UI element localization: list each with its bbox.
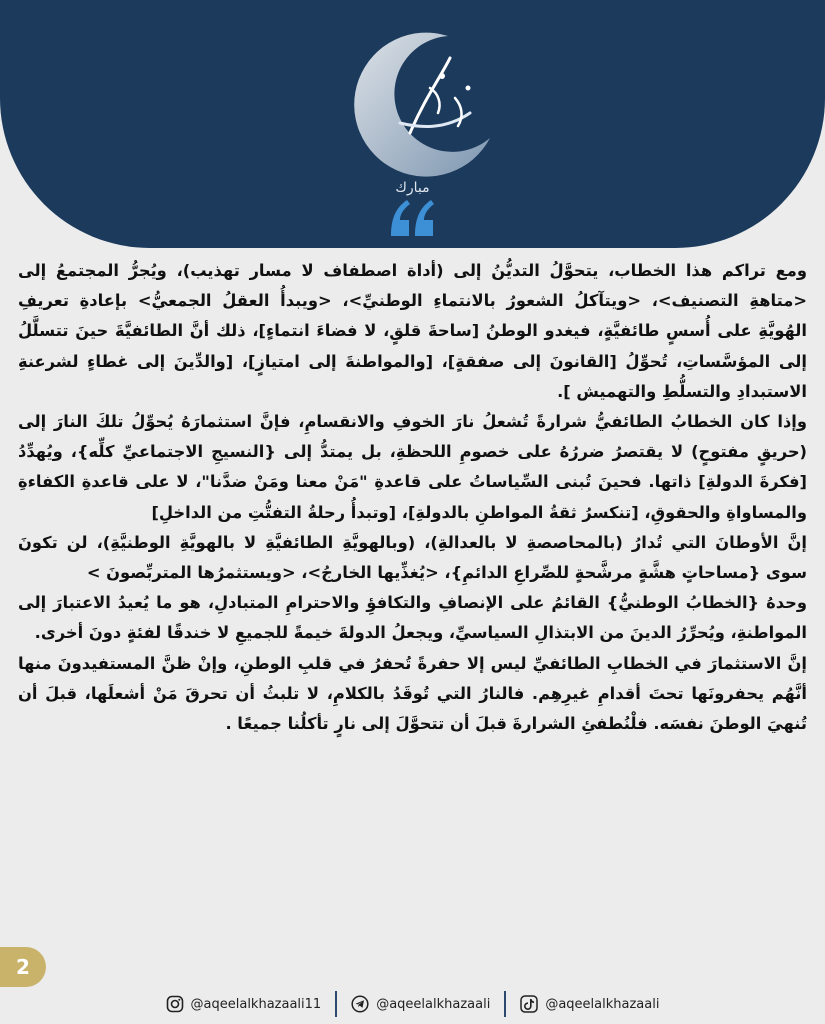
instagram-icon	[166, 995, 184, 1013]
ramadan-crescent-logo	[330, 18, 500, 188]
mubarak-caption: مبارك	[395, 180, 430, 196]
paragraph: ومع تراكم هذا الخطاب، يتحوَّلُ التديُّنُ إلى (أداة اصطفاف لا مسار تهذيب)، ويُجرُّ المجتمعُ إلى <متاهةِ التصنيف>، <ويتآكلُ الشعورُ بالانتماءِ الوطنيِّ>، <ويبدأُ العقلُ الجمعيُّ> بإعادةِ تعريفِ الهُويَّةِ على أُسسٍ طائفيَّةٍ، فيغدو الوطنُ [ساحةَ قلقٍ، لا فضاءَ انتماءٍ]، ذلك أنَّ الطائفيَّةَ حينَ تتسلَّلُ إلى المؤسَّساتِ، تُحوِّلُ [القانونَ إلى صفقةٍ]، [والمواطنةَ إلى امتيازٍ]، [والدِّينَ إلى غطاءٍ لشرعنةِ الاستبدادِ والتسلُّطِ والتهميش ].	[18, 261, 807, 401]
telegram-handle-text: @aqeelalkhazaali	[376, 996, 491, 1012]
tiktok-handle[interactable]	[506, 995, 673, 1013]
telegram-handle[interactable]	[337, 995, 504, 1013]
telegram-icon	[351, 995, 369, 1013]
social-footer	[0, 984, 825, 1024]
paragraph: إنَّ الأوطانَ التي تُدارُ (بالمحاصصةِ لا بالعدالةِ)، (وبالهويَّةِ الطائفيَّةِ لا بالهويَّةِ الوطنيَّةِ)، لن تكونَ سوى {مساحاتٍ هشَّةٍ مرشَّحةٍ للصِّراعِ الدائمِ}، <يُغذِّيها الخارجُ>، <ويستثمرُها المتربِّصونَ >	[18, 532, 807, 583]
instagram-handle[interactable]	[152, 995, 336, 1013]
tiktok-handle-text: @aqeelalkhazaali	[545, 996, 660, 1012]
paragraph: وحدهُ {الخطابُ الوطنيُّ} القائمُ على الإنصافِ والتكافؤِ والاحترامِ المتبادلِ، هو ما يُعيدُ الاعتبارَ إلى المواطنةِ، ويُحرِّرُ الدينَ من الابتذالِ السياسيِّ، ويجعلُ الدولةَ خيمةً للجميعِ لا خندقًا لفئةٍ دونَ أخرى.	[18, 593, 807, 643]
quote-mark-icon	[0, 196, 825, 246]
tiktok-icon	[520, 995, 538, 1013]
page-number-badge: 2	[0, 947, 46, 987]
paragraph: وإذا كان الخطابُ الطائفيُّ شرارةً تُشعلُ نارَ الخوفِ والانقسامِ، فإنَّ استثمارَهُ يُحوِّلُ تلكَ النارَ إلى (حريقٍ مفتوحٍ) لا يقتصرُ ضررُهُ على خصومِ اللحظةِ، بل يمتدُّ إلى {النسيجِ الاجتماعيِّ كلِّه}، ويُهدِّدُ [فكرةَ الدولةِ] ذاتها. فحينَ تُبنى السِّياساتُ على قاعدةِ "مَنْ معنا ومَنْ ضدَّنا"، لا على قاعدةِ الكفاءةِ والمساواةِ والحقوقِ، [تنكسرُ ثقةُ المواطنِ بالدولةِ]، [وتبدأُ رحلةُ التفتُّتِ من الداخلِ]	[18, 412, 807, 522]
article-body	[18, 256, 807, 739]
instagram-handle-text: @aqeelalkhazaali11	[190, 996, 322, 1012]
paragraph: إنَّ الاستثمارَ في الخطابِ الطائفيِّ ليس إلا حفرةً تُحفرُ في قلبِ الوطنِ، وإنْ ظنَّ المستفيدونَ منها أنَّهُم يحفرونَها تحتَ أقدامِ غيرِهِم. فالنارُ التي تُوقَدُ بالكلامِ، لا تلبثُ أن تحرقَ مَنْ أشعلَها، قبلَ أن تُنهيَ الوطنَ نفسَه. فلْنُطفئِ الشرارةَ قبلَ أن تتحوَّلَ إلى نارٍ تأكلُنا جميعًا .	[18, 653, 807, 734]
